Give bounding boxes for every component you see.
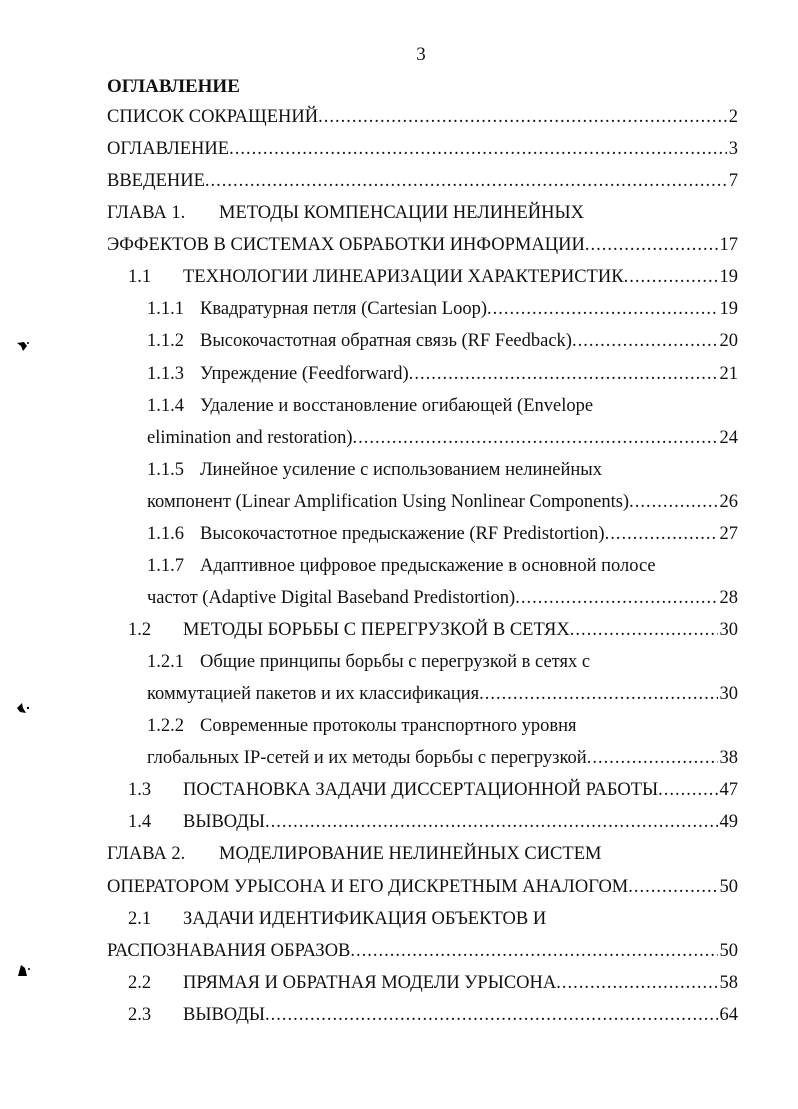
- toc-entry: [0, 967, 798, 999]
- toc-entry-number: 1.2.1: [147, 652, 184, 673]
- toc-entry-number: 1.1.1: [147, 299, 184, 320]
- dot-leader: [229, 133, 727, 165]
- toc-entry-continuation: [0, 229, 798, 261]
- scan-artifact-mark-icon: [14, 338, 32, 354]
- toc-entry-number: 1.1: [128, 267, 152, 288]
- toc-entry: [0, 454, 798, 486]
- toc-entry-continuation: [0, 422, 798, 454]
- dot-leader: [409, 358, 718, 390]
- toc-entry-number: ГЛАВА 2.: [107, 844, 186, 865]
- toc-entry-title: Адаптивное цифровое предыскажение в основной полосе: [200, 555, 656, 576]
- toc-entry-title: Удаление и восстановление огибающей (Envelope: [200, 395, 594, 416]
- toc-entry-page: 7: [728, 171, 738, 192]
- dot-leader: [585, 229, 718, 261]
- toc-entry-title: ОПЕРАТОРОМ УРЫСОНА И ЕГО ДИСКРЕТНЫМ АНАЛОГОМ: [107, 876, 629, 897]
- toc-entry-number: 1.1.4: [147, 395, 184, 416]
- toc-entry-page: 3: [728, 139, 738, 160]
- toc-entry-page: 17: [719, 235, 738, 256]
- toc-entry-title: ВЫВОДЫ: [183, 1004, 266, 1025]
- toc-entry: [0, 774, 798, 806]
- toc-entry: [0, 614, 798, 646]
- toc-entry-title: ОГЛАВЛЕНИЕ: [107, 139, 230, 160]
- toc-entry-title: Высокочастотное предыскажение (RF Predistortion): [200, 523, 605, 544]
- toc-entry: [0, 550, 798, 582]
- toc-entry-page: 27: [719, 523, 738, 544]
- toc-entry: [0, 325, 798, 357]
- toc-entry-title: ЭФФЕКТОВ В СИСТЕМАХ ОБРАБОТКИ ИНФОРМАЦИИ: [107, 235, 585, 256]
- dot-leader: [265, 806, 717, 838]
- toc-entry-number: 2.2: [128, 972, 152, 993]
- toc-entry-title: ВЫВОДЫ: [183, 812, 266, 833]
- dot-leader: [570, 614, 718, 646]
- toc-entry-page: 38: [719, 748, 738, 769]
- toc-entry-number: 1.1.3: [147, 363, 184, 384]
- toc-entry: [0, 838, 798, 870]
- toc-entry: [0, 710, 798, 742]
- toc-entry-title: ПОСТАНОВКА ЗАДАЧИ ДИССЕРТАЦИОННОЙ РАБОТЫ: [183, 780, 659, 801]
- toc-entry: [0, 133, 798, 165]
- dot-leader: [265, 999, 717, 1031]
- toc-entry-title: Общие принципы борьбы с перегрузкой в сетях с: [200, 652, 591, 673]
- dot-leader: [628, 871, 717, 903]
- toc-entry-page: 30: [719, 684, 738, 705]
- toc-entry-title: Упреждение (Feedforward): [200, 363, 409, 384]
- page-number: 3: [416, 44, 426, 65]
- toc-entry-page: 26: [719, 491, 738, 512]
- toc-entry-number: 2.1: [128, 908, 152, 929]
- toc-entry: [0, 646, 798, 678]
- dot-leader: [658, 774, 717, 806]
- toc-entry-continuation: [0, 935, 798, 967]
- toc-entry-title: коммутацией пакетов и их классификация: [147, 684, 480, 705]
- toc-entry-page: 21: [719, 363, 738, 384]
- toc-entry-title: РАСПОЗНАВАНИЯ ОБРАЗОВ: [107, 940, 351, 961]
- toc-entry-number: 1.1.7: [147, 555, 184, 576]
- toc-entry-page: 64: [719, 1004, 738, 1025]
- dot-leader: [605, 518, 718, 550]
- table-of-contents: [0, 101, 798, 1031]
- toc-entry-page: 20: [719, 331, 738, 352]
- dot-leader: [487, 293, 718, 325]
- toc-entry-continuation: [0, 871, 798, 903]
- toc-entry-title: Современные протоколы транспортного уровня: [200, 716, 577, 737]
- toc-entry-number: 1.1.6: [147, 523, 184, 544]
- dot-leader: [556, 967, 717, 999]
- dot-leader: [353, 422, 718, 454]
- toc-entry-title: МЕТОДЫ БОРЬБЫ С ПЕРЕГРУЗКОЙ В СЕТЯХ: [183, 620, 570, 640]
- toc-entry-continuation: [0, 582, 798, 614]
- toc-entry-title: ВВЕДЕНИЕ: [107, 171, 205, 192]
- scan-artifact-mark-icon: [14, 700, 32, 716]
- toc-entry-number: 1.3: [128, 780, 152, 801]
- scan-artifact-mark-icon: [14, 962, 32, 978]
- toc-entry-continuation: [0, 678, 798, 710]
- toc-entry-title: Квадратурная петля (Cartesian Loop): [200, 299, 487, 320]
- dot-leader: [479, 678, 717, 710]
- dot-leader: [350, 935, 717, 967]
- toc-entry-title: МЕТОДЫ КОМПЕНСАЦИИ НЕЛИНЕЙНЫХ: [219, 203, 585, 224]
- toc-entry: [0, 518, 798, 550]
- toc-entry-title: СПИСОК СОКРАЩЕНИЙ: [107, 107, 319, 127]
- toc-entry-page: 30: [719, 620, 738, 640]
- toc-entry: [0, 390, 798, 422]
- toc-entry-title: ПРЯМАЯ И ОБРАТНАЯ МОДЕЛИ УРЫСОНА: [183, 972, 557, 993]
- toc-entry-number: 2.3: [128, 1004, 152, 1025]
- toc-entry: [0, 358, 798, 390]
- toc-entry-number: 1.4: [128, 812, 152, 833]
- toc-entry-page: 24: [719, 427, 738, 448]
- toc-entry-title: компонент (Linear Amplification Using Nonlinear Components): [147, 491, 630, 512]
- toc-entry-page: 19: [719, 299, 738, 320]
- dot-leader: [572, 325, 718, 357]
- toc-entry-title: глобальных IP-сетей и их методы борьбы с перегрузкой: [147, 748, 587, 769]
- toc-entry-number: 1.1.5: [147, 459, 184, 480]
- toc-entry-continuation: [0, 486, 798, 518]
- toc-entry-page: 47: [719, 780, 738, 801]
- toc-entry: [0, 806, 798, 838]
- toc-entry: [0, 165, 798, 197]
- dot-leader: [205, 165, 727, 197]
- toc-entry-page: 50: [719, 876, 738, 897]
- dot-leader: [587, 742, 718, 774]
- toc-entry-number: 1.2.2: [147, 716, 184, 737]
- toc-entry-page: 28: [719, 587, 738, 608]
- dot-leader: [515, 582, 717, 614]
- toc-entry-continuation: [0, 742, 798, 774]
- toc-entry-number: 1.2: [128, 620, 152, 640]
- toc-entry: [0, 261, 798, 293]
- dot-leader: [624, 261, 718, 293]
- dot-leader: [629, 486, 717, 518]
- dot-leader: [318, 101, 727, 133]
- toc-entry-title: elimination and restoration): [147, 427, 353, 448]
- toc-entry: [0, 999, 798, 1031]
- toc-entry: [0, 903, 798, 935]
- toc-entry-title: Линейное усиление с использованием нелинейных: [200, 459, 602, 480]
- toc-entry-page: 58: [719, 972, 738, 993]
- toc-entry-number: ГЛАВА 1.: [107, 203, 186, 224]
- toc-entry-title: МОДЕЛИРОВАНИЕ НЕЛИНЕЙНЫХ СИСТЕМ: [219, 844, 602, 865]
- toc-entry: [0, 101, 798, 133]
- toc-entry-title: Высокочастотная обратная связь (RF Feedback): [200, 331, 572, 352]
- toc-entry-title: ЗАДАЧИ ИДЕНТИФИКАЦИЯ ОБЪЕКТОВ И: [183, 908, 547, 929]
- toc-entry-page: 19: [719, 267, 738, 288]
- toc-entry-title: ТЕХНОЛОГИИ ЛИНЕАРИЗАЦИИ ХАРАКТЕРИСТИК: [183, 267, 624, 288]
- toc-entry-page: 50: [719, 940, 738, 961]
- toc-entry-number: 1.1.2: [147, 331, 184, 352]
- toc-entry-title: частот (Adaptive Digital Baseband Predistortion): [147, 587, 516, 608]
- toc-entry: [0, 197, 798, 229]
- toc-heading: ОГЛАВЛЕНИЕ: [107, 76, 240, 97]
- toc-entry-page: 2: [728, 107, 738, 127]
- toc-entry: [0, 293, 798, 325]
- toc-entry-page: 49: [719, 812, 738, 833]
